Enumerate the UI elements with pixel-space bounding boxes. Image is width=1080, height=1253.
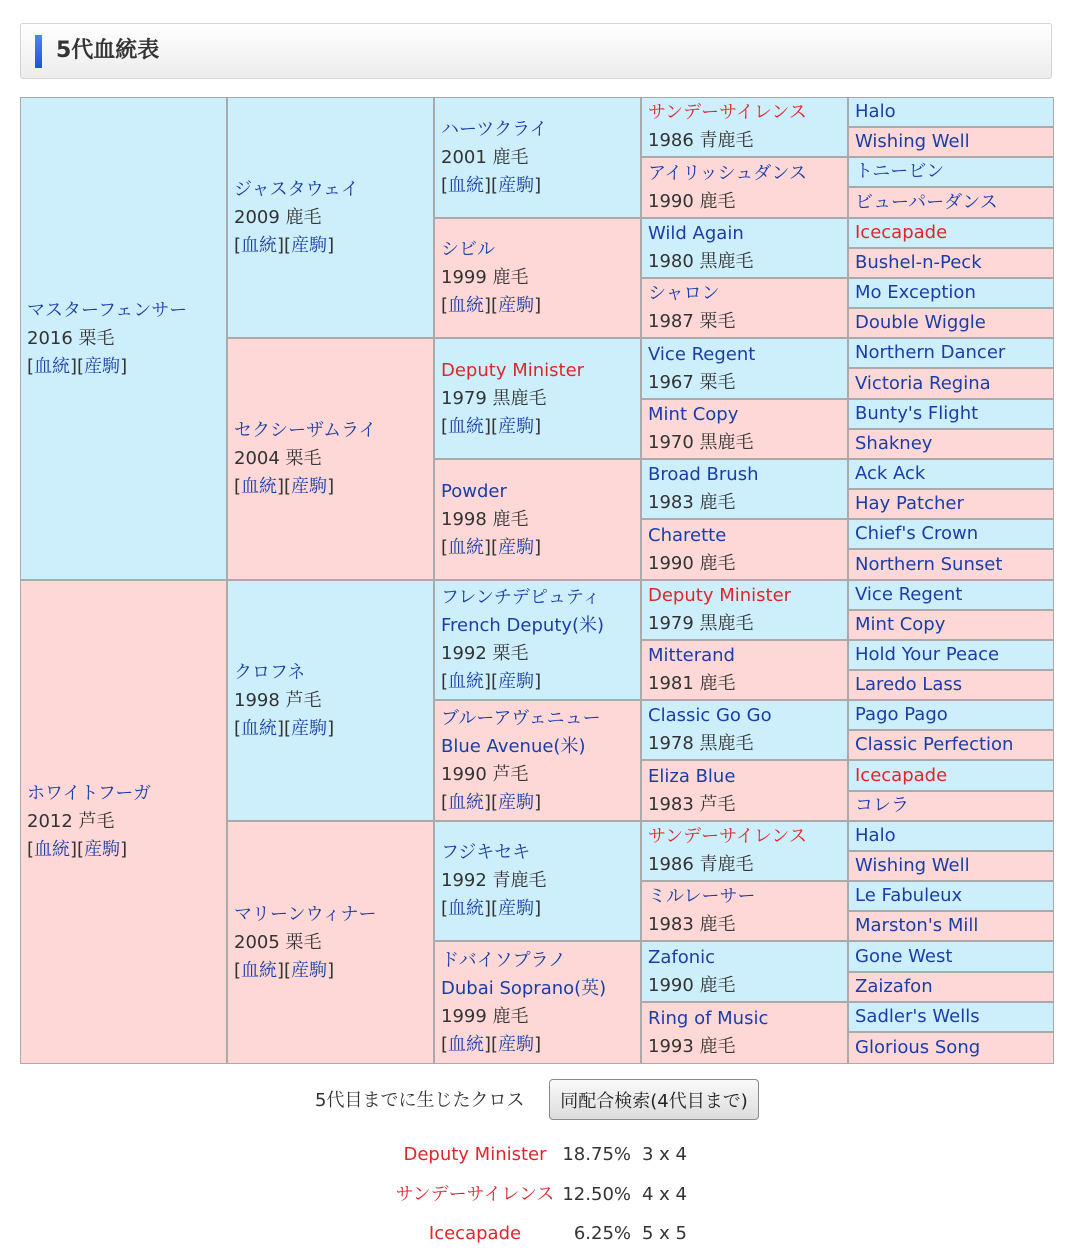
pedigree-cell-gen5 [849,550,1053,579]
pedigree-cell-gen5 [849,369,1053,398]
pedigree-cell-gen5 [849,731,1053,759]
horse-year-color: 1983 鹿毛 [648,492,736,513]
horse-links: [血統][産駒] [234,234,335,256]
cross-label: 5代目までに生じたクロス [315,1090,525,1111]
horse-name-link[interactable]: Victoria Regina [855,372,991,394]
pedigree-cell-gen5 [849,641,1053,669]
pedigree-cell-gen2 [228,98,433,337]
horse-year-color: 1993 鹿毛 [648,1036,736,1057]
cross-percentage: 6.25% [573,1223,631,1244]
horse-name-link[interactable]: Zaizafon [855,976,933,997]
pedigree-cell-gen5 [849,973,1053,1001]
horse-name-link[interactable]: Northern Dancer [855,342,1006,363]
horse-alt-name-link[interactable]: Blue Avenue(米) [441,735,586,757]
offspring-link[interactable]: 産駒 [498,1033,535,1055]
horse-links: [血統][産駒] [441,671,542,692]
horse-name-link[interactable]: Wishing Well [855,131,970,152]
horse-name-link[interactable]: Laredo Lass [855,674,963,695]
pedigree-link[interactable]: 血統 [34,355,71,377]
offspring-link[interactable]: 産駒 [498,671,535,692]
horse-name-link[interactable]: Mint Copy [648,404,739,425]
pedigree-cell-gen5 [849,671,1053,699]
pedigree-cell-gen5 [849,792,1053,820]
horse-name-link[interactable]: Halo [855,101,896,122]
page-title: 5代血統表 [56,38,160,63]
horse-name-link[interactable]: Vice Regent [855,584,963,605]
horse-name-link[interactable]: コレラ [855,795,909,816]
horse-name-link[interactable]: Sadler's Wells [855,1006,980,1027]
pedigree-link[interactable]: 血統 [448,295,485,316]
horse-name-link[interactable]: フジキセキ [441,842,531,863]
horse-name-link[interactable]: Ring of Music [648,1008,769,1029]
pedigree-cell-gen4 [642,822,847,880]
pedigree-cell-gen3 [435,701,640,820]
horse-year-color: 1967 栗毛 [648,371,736,393]
horse-name-link[interactable]: クロフネ [234,661,306,683]
pedigree-cell-gen5 [849,158,1053,186]
pedigree-cell-gen3 [435,339,640,458]
horse-year-color: 1986 青鹿毛 [648,854,754,875]
horse-name-link[interactable]: Classic Perfection [855,734,1014,755]
horse-name-link[interactable]: ドバイソプラノ [441,949,567,971]
pedigree-link[interactable]: 血統 [448,415,485,437]
horse-year-color: 1986 青鹿毛 [648,130,754,151]
horse-alt-name-link[interactable]: Dubai Soprano(英) [441,977,607,999]
horse-year-color: 2016 栗毛 [27,327,115,349]
horse-name-link[interactable]: セクシーザムライ [234,420,377,441]
offspring-link[interactable]: 産駒 [498,898,535,919]
pedigree-cell-gen4 [642,701,847,759]
horse-name-link[interactable]: Wild Again [648,223,744,244]
horse-year-color: 2004 栗毛 [234,448,322,469]
horse-year-color: 1981 鹿毛 [648,673,736,694]
horse-year-color: 1992 栗毛 [441,643,529,664]
pedigree-cell-gen5 [849,339,1053,367]
horse-year-color: 2005 栗毛 [234,931,322,953]
horse-year-color: 1983 芦毛 [648,793,736,815]
pedigree-cell-gen4 [642,1003,847,1063]
horse-links: [血統][産駒] [234,476,335,497]
offspring-link[interactable]: 産駒 [291,476,328,497]
offspring-link[interactable]: 産駒 [291,959,328,981]
horse-links: [血統][産駒] [441,536,542,558]
pedigree-cell-gen5 [849,852,1053,880]
horse-name-link[interactable]: Halo [855,825,896,846]
pedigree-link[interactable]: 血統 [241,717,278,739]
offspring-link[interactable]: 産駒 [84,355,121,377]
horse-links: [血統][産駒] [441,898,542,919]
pedigree-cell-gen4 [642,641,847,699]
pedigree-cell-gen5 [849,1003,1053,1031]
cross-percentage: 18.75% [562,1144,631,1165]
offspring-link[interactable]: 産駒 [498,174,535,196]
horse-year-color: 1980 黒鹿毛 [648,251,754,272]
pedigree-cell-gen5 [849,128,1053,156]
pedigree-cell-gen5 [849,1033,1053,1063]
pedigree-cell-gen3 [435,219,640,337]
pedigree-cell-gen5 [849,942,1053,971]
offspring-link[interactable]: 産駒 [291,234,328,256]
horse-name-link[interactable]: Zafonic [648,946,716,968]
pedigree-link[interactable]: 血統 [448,898,485,919]
pedigree-cell-gen4 [642,460,847,518]
pedigree-link[interactable]: 血統 [34,839,71,860]
pedigree-cell-gen5 [849,309,1053,337]
horse-name-link[interactable]: サンデーサイレンス [648,826,807,847]
horse-name-link[interactable]: Eliza Blue [648,765,736,787]
horse-year-color: 1999 鹿毛 [441,267,529,288]
cross-percentage: 12.50% [562,1184,631,1205]
horse-year-color: 1990 鹿毛 [648,974,736,996]
pedigree-cell-gen3 [435,942,640,1063]
horse-name-link[interactable]: Pago Pago [855,704,948,725]
horse-year-color: 1999 鹿毛 [441,1005,529,1027]
pedigree-cell-gen5 [849,611,1053,639]
horse-name-link[interactable]: トニービン [855,161,945,182]
cross-generation: 5 x 5 [642,1223,687,1244]
horse-name-link[interactable]: シビル [441,239,495,260]
horse-name-link[interactable]: Vice Regent [648,343,756,365]
horse-name-link[interactable]: Powder [441,480,507,502]
cross-generation: 4 x 4 [642,1184,687,1205]
horse-links: [血統][産駒] [27,355,128,377]
horse-links: [血統][産駒] [441,1033,542,1055]
pedigree-cell-gen2 [228,581,433,820]
pedigree-cell-gen3 [435,460,640,579]
pedigree-cell-gen5 [849,400,1053,428]
horse-year-color: 2012 芦毛 [27,811,115,832]
offspring-link[interactable]: 産駒 [498,536,535,558]
horse-name-link[interactable]: Ack Ack [855,463,926,484]
horse-links: [血統][産駒] [441,415,542,437]
pedigree-cell-gen5 [849,460,1053,488]
horse-name-link[interactable]: ジャスタウェイ [234,178,359,200]
pedigree-cell-gen5 [849,822,1053,850]
horse-name-link[interactable]: Chief's Crown [855,523,979,544]
horse-year-color: 1983 鹿毛 [648,914,736,935]
horse-name-link[interactable]: ビューパーダンス [855,191,998,213]
horse-name-link[interactable]: Double Wiggle [855,312,986,333]
pedigree-cell-gen4 [642,882,847,940]
pedigree-cell-gen4 [642,942,847,1001]
header-accent-bar [35,35,42,68]
horse-name-link[interactable]: Wishing Well [855,855,970,876]
horse-year-color: 1992 青鹿毛 [441,870,547,891]
pedigree-cell-gen5 [849,98,1053,126]
pedigree-link[interactable]: 血統 [448,671,485,692]
horse-alt-name-link[interactable]: French Deputy(米) [441,615,605,636]
pedigree-cell-gen5 [849,279,1053,307]
horse-year-color: 1990 鹿毛 [648,190,736,212]
horse-name-link[interactable]: Bushel-n-Peck [855,252,982,273]
horse-year-color: 2009 鹿毛 [234,206,322,228]
horse-name-link[interactable]: Mitterand [648,645,735,666]
horse-name-link[interactable]: Mo Exception [855,282,976,303]
horse-name-link[interactable]: ホワイトフーガ [27,783,152,804]
horse-name-link[interactable]: Charette [648,524,727,546]
pedigree-cell-gen5 [849,701,1053,729]
horse-name-link[interactable]: ミルレーサー [648,886,756,907]
pedigree-cell-gen5 [849,520,1053,548]
horse-name-link[interactable]: Mint Copy [855,614,946,635]
pedigree-cell-gen2 [228,339,433,579]
horse-year-color: 1978 黒鹿毛 [648,733,754,754]
offspring-link[interactable]: 産駒 [84,839,121,860]
horse-year-color: 1979 黒鹿毛 [648,613,754,634]
horse-name-link[interactable]: Gone West [855,945,953,967]
horse-name-link[interactable]: シャロン [648,283,720,304]
pedigree-cell-gen2 [228,822,433,1063]
pedigree-cell-gen4 [642,158,847,217]
pedigree-cell-gen5 [849,761,1053,790]
horse-name-link[interactable]: Marston's Mill [855,915,979,936]
horse-name-link[interactable]: Glorious Song [855,1037,981,1058]
pedigree-link[interactable]: 血統 [241,959,278,981]
horse-name-link[interactable]: ハーツクライ [441,118,548,140]
horse-links: [血統][産駒] [441,295,542,316]
cross-row [380,1183,720,1207]
horse-name-link[interactable]: マスターフェンサー [27,299,188,321]
pedigree-cell-gen3 [435,98,640,217]
pedigree-cell-gen5 [849,490,1053,518]
horse-name-link[interactable]: Broad Brush [648,464,759,485]
offspring-link[interactable]: 産駒 [291,717,328,739]
horse-links: [血統][産駒] [441,174,542,196]
pedigree-cell-gen3 [435,581,640,699]
pedigree-cell-gen4 [642,339,847,398]
horse-name-link[interactable]: Bunty's Flight [855,403,979,424]
pedigree-cell-gen4 [642,520,847,579]
cross-row [380,1222,720,1246]
horse-name-link[interactable]: Icecapade [855,222,948,243]
horse-links: [血統][産駒] [441,791,542,813]
horse-name-link[interactable]: Deputy Minister [441,359,585,381]
cross-generation: 3 x 4 [642,1144,687,1165]
horse-name-link[interactable]: Hold Your Peace [855,644,1000,665]
pedigree-cell-gen1 [21,581,226,1063]
pedigree-cell-gen4 [642,219,847,277]
pedigree-link[interactable]: 血統 [241,234,278,256]
pedigree-link[interactable]: 血統 [241,476,278,497]
horse-year-color: 1987 栗毛 [648,311,736,332]
pedigree-cell-gen4 [642,279,847,337]
section-header [20,23,1052,79]
pedigree-cell-gen5 [849,581,1053,609]
horse-links: [血統][産駒] [234,959,335,981]
horse-name-link[interactable]: Deputy Minister [648,585,792,606]
horse-year-color: 1998 芦毛 [234,689,322,711]
cross-row [380,1143,720,1167]
horse-name-link[interactable]: フレンチデピュティ [441,587,601,608]
horse-year-color: 1998 鹿毛 [441,508,529,530]
pedigree-cell-gen1 [21,98,226,579]
pedigree-cell-gen5 [849,912,1053,940]
same-mating-search-button[interactable]: 同配合検索(4代目まで) [549,1079,759,1120]
horse-name-link[interactable]: ブルーアヴェニュー [441,707,601,729]
offspring-link[interactable]: 産駒 [498,415,535,437]
horse-name-link[interactable]: サンデーサイレンス [648,102,807,123]
horse-year-color: 1990 鹿毛 [648,552,736,574]
cross-horse-link[interactable]: Deputy Minister [403,1144,547,1165]
horse-year-color: 1990 芦毛 [441,763,529,785]
offspring-link[interactable]: 産駒 [498,791,535,813]
horse-name-link[interactable]: Northern Sunset [855,553,1003,575]
cross-horse-link[interactable]: サンデーサイレンス [395,1184,555,1205]
cross-horse-link[interactable]: Icecapade [428,1223,522,1244]
horse-name-link[interactable]: Hay Patcher [855,493,964,514]
horse-year-color: 1970 黒鹿毛 [648,432,754,453]
pedigree-cell-gen5 [849,188,1053,217]
pedigree-cell-gen5 [849,219,1053,247]
horse-year-color: 1979 黒鹿毛 [441,387,547,409]
pedigree-cell-gen5 [849,430,1053,458]
pedigree-cell-gen4 [642,98,847,156]
horse-name-link[interactable]: マリーンウィナー [234,903,377,925]
horse-links: [血統][産駒] [27,839,128,860]
horse-name-link[interactable]: Shakney [855,433,933,454]
pedigree-cell-gen4 [642,581,847,639]
horse-year-color: 2001 鹿毛 [441,146,529,168]
pedigree-cell-gen4 [642,761,847,820]
pedigree-cell-gen3 [435,822,640,940]
pedigree-cell-gen5 [849,249,1053,277]
pedigree-link[interactable]: 血統 [448,1033,485,1055]
horse-name-link[interactable]: Le Fabuleux [855,885,963,906]
pedigree-link[interactable]: 血統 [448,174,485,196]
pedigree-link[interactable]: 血統 [448,536,485,558]
pedigree-table [20,97,1054,1064]
horse-name-link[interactable]: アイリッシュダンス [648,162,807,184]
horse-links: [血統][産駒] [234,717,335,739]
pedigree-cell-gen4 [642,400,847,458]
pedigree-link[interactable]: 血統 [448,791,485,813]
pedigree-cell-gen5 [849,882,1053,910]
horse-name-link[interactable]: Classic Go Go [648,705,772,726]
offspring-link[interactable]: 産駒 [498,295,535,316]
horse-name-link[interactable]: Icecapade [855,764,948,786]
